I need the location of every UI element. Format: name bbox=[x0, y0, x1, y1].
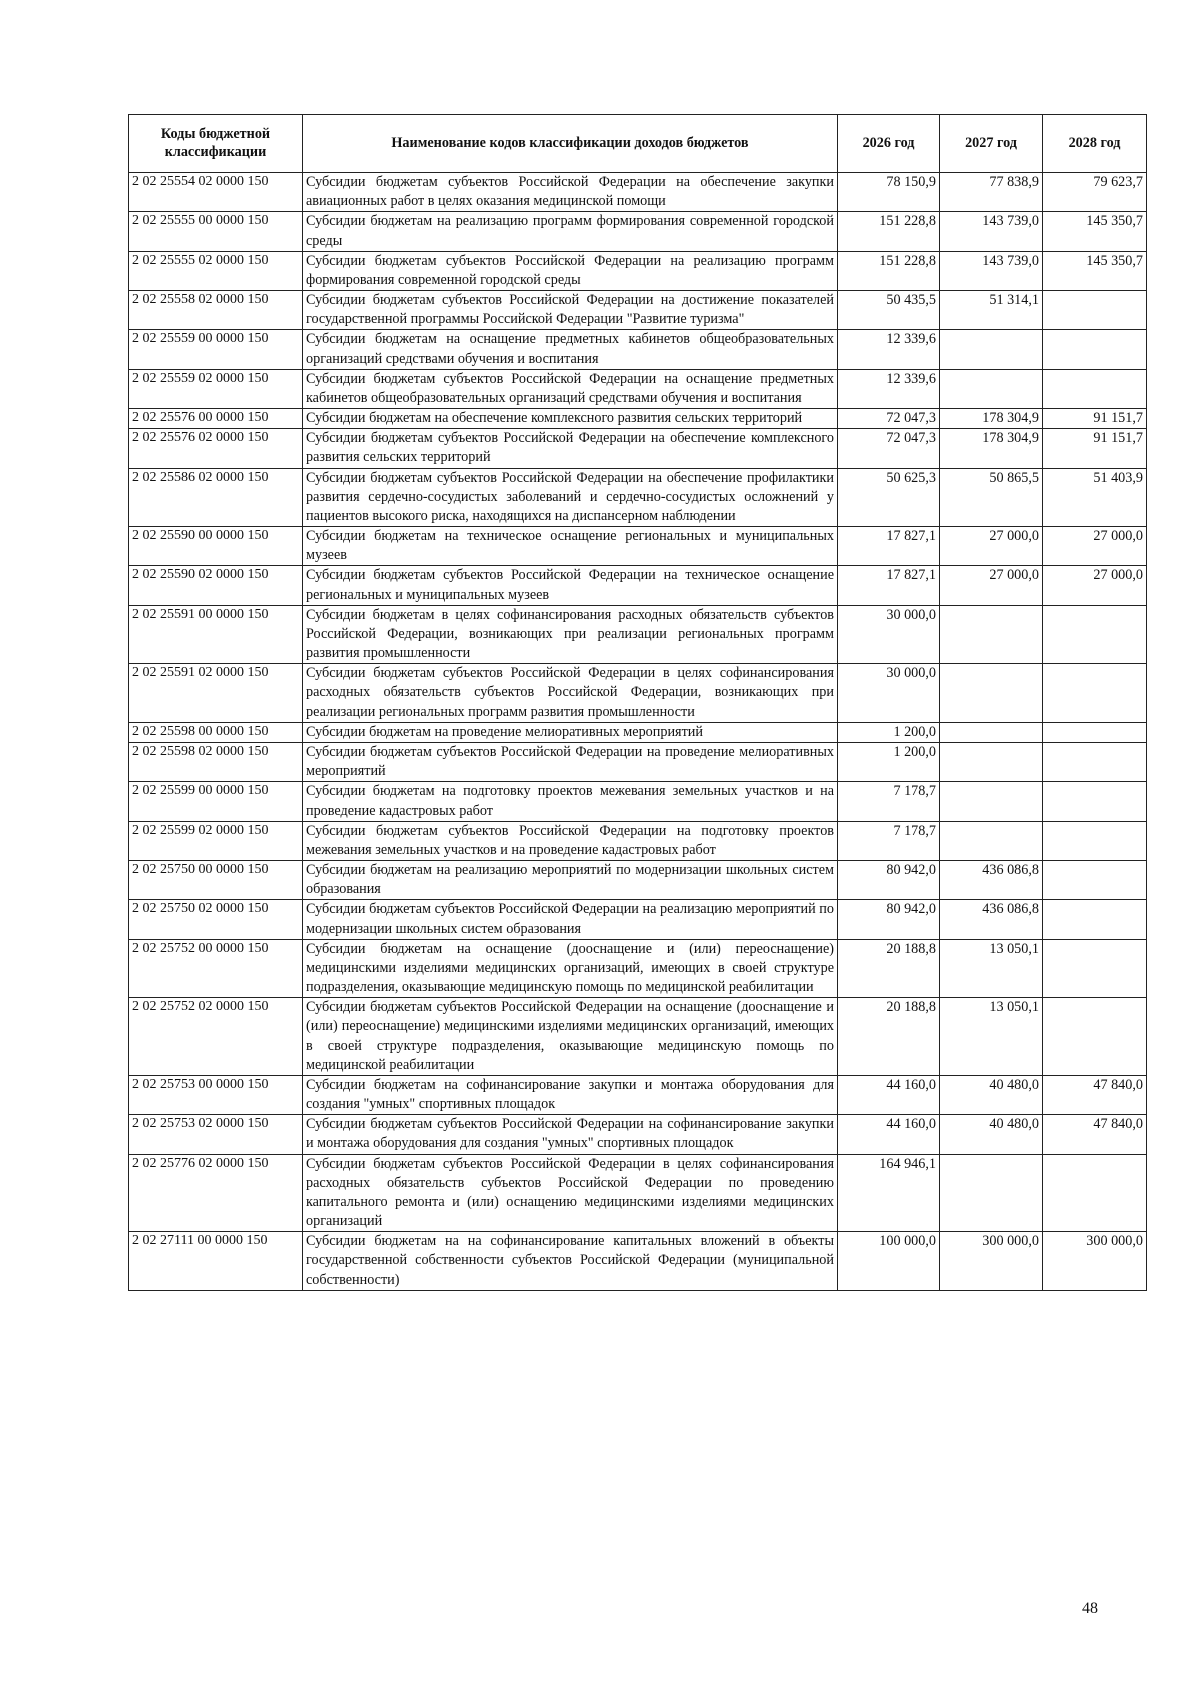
value-2027-cell bbox=[940, 782, 1043, 821]
value-2028-cell bbox=[1043, 291, 1147, 330]
value-2026-cell: 1 200,0 bbox=[838, 742, 940, 781]
header-row bbox=[129, 115, 1147, 173]
value-2027-cell: 13 050,1 bbox=[940, 998, 1043, 1076]
table-row bbox=[129, 821, 1147, 860]
value-2028-cell bbox=[1043, 861, 1147, 900]
name-cell: Субсидии бюджетам на на софинансирование капитальных вложений в объекты государственной собственности субъектов Российской Федерации (муниципальной собственности) bbox=[303, 1232, 838, 1291]
value-2027-cell bbox=[940, 821, 1043, 860]
name-cell: Субсидии бюджетам субъектов Российской Федерации на проведение мелиоративных мероприятий bbox=[303, 742, 838, 781]
table-row bbox=[129, 1075, 1147, 1114]
code-cell: 2 02 25591 02 0000 150 bbox=[129, 664, 303, 723]
value-2026-cell: 12 339,6 bbox=[838, 369, 940, 408]
header-2028: 2028 год bbox=[1043, 115, 1147, 173]
code-cell: 2 02 25590 00 0000 150 bbox=[129, 527, 303, 566]
name-cell: Субсидии бюджетам субъектов Российской Федерации на оснащение (дооснащение и (или) переоснащение) медицинскими изделиями медицинских организаций, имеющих в своей структуре подразделения, оказывающие медицинскую помощь по медицинской реабилитации bbox=[303, 998, 838, 1076]
code-cell: 2 02 25586 02 0000 150 bbox=[129, 468, 303, 527]
code-cell: 2 02 25753 02 0000 150 bbox=[129, 1115, 303, 1154]
value-2028-cell: 27 000,0 bbox=[1043, 566, 1147, 605]
table-row bbox=[129, 1115, 1147, 1154]
value-2028-cell: 91 151,7 bbox=[1043, 409, 1147, 429]
value-2027-cell: 436 086,8 bbox=[940, 900, 1043, 939]
value-2026-cell: 7 178,7 bbox=[838, 821, 940, 860]
value-2027-cell: 51 314,1 bbox=[940, 291, 1043, 330]
value-2028-cell bbox=[1043, 821, 1147, 860]
value-2028-cell bbox=[1043, 369, 1147, 408]
value-2026-cell: 50 625,3 bbox=[838, 468, 940, 527]
table-row bbox=[129, 330, 1147, 369]
name-cell: Субсидии бюджетам на техническое оснащение региональных и муниципальных музеев bbox=[303, 527, 838, 566]
value-2026-cell: 44 160,0 bbox=[838, 1115, 940, 1154]
value-2028-cell bbox=[1043, 939, 1147, 998]
value-2028-cell: 300 000,0 bbox=[1043, 1232, 1147, 1291]
code-cell: 2 02 25752 00 0000 150 bbox=[129, 939, 303, 998]
table-body bbox=[129, 173, 1147, 1291]
value-2026-cell: 30 000,0 bbox=[838, 605, 940, 664]
value-2027-cell: 50 865,5 bbox=[940, 468, 1043, 527]
table-row bbox=[129, 291, 1147, 330]
value-2028-cell: 91 151,7 bbox=[1043, 429, 1147, 468]
value-2027-cell bbox=[940, 664, 1043, 723]
value-2026-cell: 72 047,3 bbox=[838, 409, 940, 429]
name-cell: Субсидии бюджетам субъектов Российской Федерации на достижение показателей государственной программы Российской Федерации "Развитие туризма" bbox=[303, 291, 838, 330]
table-row bbox=[129, 173, 1147, 212]
name-cell: Субсидии бюджетам на оснащение (дооснащение и (или) переоснащение) медицинскими изделиями медицинских организаций, имеющих в своей структуре подразделения, оказывающие медицинскую помощь по медицинской реабилитации bbox=[303, 939, 838, 998]
value-2027-cell: 77 838,9 bbox=[940, 173, 1043, 212]
code-cell: 2 02 25554 02 0000 150 bbox=[129, 173, 303, 212]
value-2028-cell: 145 350,7 bbox=[1043, 251, 1147, 290]
code-cell: 2 02 25555 00 0000 150 bbox=[129, 212, 303, 251]
name-cell: Субсидии бюджетам в целях софинансирования расходных обязательств субъектов Российской Федерации, возникающих при реализации региональных программ развития промышленности bbox=[303, 605, 838, 664]
header-code: Коды бюджетной классификации bbox=[129, 115, 303, 173]
value-2028-cell bbox=[1043, 1154, 1147, 1232]
table-row bbox=[129, 468, 1147, 527]
name-cell: Субсидии бюджетам субъектов Российской Федерации на обеспечение профилактики развития сердечно-сосудистых заболеваний и сердечно-сосудистых осложнений у пациентов высокого риска, находящихся на диспансерном наблюдении bbox=[303, 468, 838, 527]
name-cell: Субсидии бюджетам субъектов Российской Федерации на реализацию программ формирования современной городской среды bbox=[303, 251, 838, 290]
value-2027-cell: 178 304,9 bbox=[940, 409, 1043, 429]
value-2027-cell: 27 000,0 bbox=[940, 527, 1043, 566]
value-2028-cell bbox=[1043, 722, 1147, 742]
table-row bbox=[129, 212, 1147, 251]
table-row bbox=[129, 429, 1147, 468]
value-2027-cell bbox=[940, 369, 1043, 408]
value-2028-cell: 79 623,7 bbox=[1043, 173, 1147, 212]
code-cell: 2 02 27111 00 0000 150 bbox=[129, 1232, 303, 1291]
value-2026-cell: 50 435,5 bbox=[838, 291, 940, 330]
table-row bbox=[129, 409, 1147, 429]
table-row bbox=[129, 664, 1147, 723]
name-cell: Субсидии бюджетам на обеспечение комплексного развития сельских территорий bbox=[303, 409, 838, 429]
header-2026: 2026 год bbox=[838, 115, 940, 173]
value-2026-cell: 80 942,0 bbox=[838, 900, 940, 939]
code-cell: 2 02 25752 02 0000 150 bbox=[129, 998, 303, 1076]
value-2027-cell: 143 739,0 bbox=[940, 212, 1043, 251]
code-cell: 2 02 25590 02 0000 150 bbox=[129, 566, 303, 605]
value-2026-cell: 20 188,8 bbox=[838, 998, 940, 1076]
value-2028-cell: 145 350,7 bbox=[1043, 212, 1147, 251]
table-row bbox=[129, 939, 1147, 998]
name-cell: Субсидии бюджетам на проведение мелиоративных мероприятий bbox=[303, 722, 838, 742]
name-cell: Субсидии бюджетам субъектов Российской Федерации на обеспечение закупки авиационных работ в целях оказания медицинской помощи bbox=[303, 173, 838, 212]
code-cell: 2 02 25559 00 0000 150 bbox=[129, 330, 303, 369]
header-2027: 2027 год bbox=[940, 115, 1043, 173]
value-2026-cell: 164 946,1 bbox=[838, 1154, 940, 1232]
code-cell: 2 02 25753 00 0000 150 bbox=[129, 1075, 303, 1114]
value-2026-cell: 20 188,8 bbox=[838, 939, 940, 998]
value-2028-cell bbox=[1043, 664, 1147, 723]
value-2026-cell: 30 000,0 bbox=[838, 664, 940, 723]
code-cell: 2 02 25599 02 0000 150 bbox=[129, 821, 303, 860]
name-cell: Субсидии бюджетам на софинансирование закупки и монтажа оборудования для создания "умных" спортивных площадок bbox=[303, 1075, 838, 1114]
value-2028-cell: 27 000,0 bbox=[1043, 527, 1147, 566]
value-2027-cell: 143 739,0 bbox=[940, 251, 1043, 290]
table-row bbox=[129, 722, 1147, 742]
code-cell: 2 02 25598 02 0000 150 bbox=[129, 742, 303, 781]
table-row bbox=[129, 1232, 1147, 1291]
code-cell: 2 02 25750 00 0000 150 bbox=[129, 861, 303, 900]
table-row bbox=[129, 861, 1147, 900]
value-2027-cell bbox=[940, 330, 1043, 369]
table-row bbox=[129, 1154, 1147, 1232]
code-cell: 2 02 25591 00 0000 150 bbox=[129, 605, 303, 664]
value-2027-cell bbox=[940, 1154, 1043, 1232]
value-2026-cell: 151 228,8 bbox=[838, 212, 940, 251]
code-cell: 2 02 25555 02 0000 150 bbox=[129, 251, 303, 290]
code-cell: 2 02 25599 00 0000 150 bbox=[129, 782, 303, 821]
name-cell: Субсидии бюджетам на оснащение предметных кабинетов общеобразовательных организаций средствами обучения и воспитания bbox=[303, 330, 838, 369]
code-cell: 2 02 25598 00 0000 150 bbox=[129, 722, 303, 742]
header-name: Наименование кодов классификации доходов бюджетов bbox=[303, 115, 838, 173]
value-2026-cell: 17 827,1 bbox=[838, 566, 940, 605]
code-cell: 2 02 25558 02 0000 150 bbox=[129, 291, 303, 330]
name-cell: Субсидии бюджетам субъектов Российской Федерации на оснащение предметных кабинетов общеобразовательных организаций средствами обучения и воспитания bbox=[303, 369, 838, 408]
value-2027-cell: 300 000,0 bbox=[940, 1232, 1043, 1291]
value-2028-cell bbox=[1043, 330, 1147, 369]
name-cell: Субсидии бюджетам на реализацию мероприятий по модернизации школьных систем образования bbox=[303, 861, 838, 900]
name-cell: Субсидии бюджетам на подготовку проектов межевания земельных участков и на проведение кадастровых работ bbox=[303, 782, 838, 821]
table-row bbox=[129, 605, 1147, 664]
code-cell: 2 02 25750 02 0000 150 bbox=[129, 900, 303, 939]
code-cell: 2 02 25776 02 0000 150 bbox=[129, 1154, 303, 1232]
value-2027-cell: 436 086,8 bbox=[940, 861, 1043, 900]
value-2026-cell: 7 178,7 bbox=[838, 782, 940, 821]
table-row bbox=[129, 900, 1147, 939]
name-cell: Субсидии бюджетам субъектов Российской Федерации на обеспечение комплексного развития сельских территорий bbox=[303, 429, 838, 468]
value-2028-cell bbox=[1043, 605, 1147, 664]
value-2026-cell: 1 200,0 bbox=[838, 722, 940, 742]
name-cell: Субсидии бюджетам субъектов Российской Федерации на техническое оснащение региональных и муниципальных музеев bbox=[303, 566, 838, 605]
value-2028-cell bbox=[1043, 998, 1147, 1076]
value-2028-cell bbox=[1043, 900, 1147, 939]
value-2026-cell: 100 000,0 bbox=[838, 1232, 940, 1291]
value-2026-cell: 12 339,6 bbox=[838, 330, 940, 369]
table-row bbox=[129, 251, 1147, 290]
value-2027-cell: 178 304,9 bbox=[940, 429, 1043, 468]
budget-table bbox=[128, 114, 1147, 1291]
page-number: 48 bbox=[1082, 1600, 1098, 1617]
value-2026-cell: 44 160,0 bbox=[838, 1075, 940, 1114]
table-row bbox=[129, 782, 1147, 821]
value-2027-cell: 27 000,0 bbox=[940, 566, 1043, 605]
value-2026-cell: 151 228,8 bbox=[838, 251, 940, 290]
table-row bbox=[129, 527, 1147, 566]
code-cell: 2 02 25559 02 0000 150 bbox=[129, 369, 303, 408]
table-row bbox=[129, 566, 1147, 605]
name-cell: Субсидии бюджетам субъектов Российской Федерации в целях софинансирования расходных обязательств субъектов Российской Федерации, возникающих при реализации региональных программ развития промышленности bbox=[303, 664, 838, 723]
value-2028-cell: 51 403,9 bbox=[1043, 468, 1147, 527]
table-row bbox=[129, 742, 1147, 781]
value-2027-cell: 13 050,1 bbox=[940, 939, 1043, 998]
value-2027-cell: 40 480,0 bbox=[940, 1075, 1043, 1114]
name-cell: Субсидии бюджетам на реализацию программ формирования современной городской среды bbox=[303, 212, 838, 251]
table-row bbox=[129, 998, 1147, 1076]
value-2026-cell: 17 827,1 bbox=[838, 527, 940, 566]
value-2028-cell bbox=[1043, 742, 1147, 781]
value-2027-cell: 40 480,0 bbox=[940, 1115, 1043, 1154]
table-row bbox=[129, 369, 1147, 408]
value-2026-cell: 80 942,0 bbox=[838, 861, 940, 900]
code-cell: 2 02 25576 02 0000 150 bbox=[129, 429, 303, 468]
value-2026-cell: 78 150,9 bbox=[838, 173, 940, 212]
value-2028-cell bbox=[1043, 782, 1147, 821]
name-cell: Субсидии бюджетам субъектов Российской Федерации в целях софинансирования расходных обязательств субъектов Российской Федерации по проведению капитального ремонта и (или) оснащению медицинскими изделиями медицинских организаций bbox=[303, 1154, 838, 1232]
value-2027-cell bbox=[940, 605, 1043, 664]
name-cell: Субсидии бюджетам субъектов Российской Федерации на подготовку проектов межевания земельных участков и на проведение кадастровых работ bbox=[303, 821, 838, 860]
value-2028-cell: 47 840,0 bbox=[1043, 1115, 1147, 1154]
name-cell: Субсидии бюджетам субъектов Российской Федерации на софинансирование закупки и монтажа оборудования для создания "умных" спортивных площадок bbox=[303, 1115, 838, 1154]
value-2027-cell bbox=[940, 742, 1043, 781]
code-cell: 2 02 25576 00 0000 150 bbox=[129, 409, 303, 429]
name-cell: Субсидии бюджетам субъектов Российской Федерации на реализацию мероприятий по модернизации школьных систем образования bbox=[303, 900, 838, 939]
value-2028-cell: 47 840,0 bbox=[1043, 1075, 1147, 1114]
value-2027-cell bbox=[940, 722, 1043, 742]
table-header bbox=[129, 115, 1147, 173]
value-2026-cell: 72 047,3 bbox=[838, 429, 940, 468]
